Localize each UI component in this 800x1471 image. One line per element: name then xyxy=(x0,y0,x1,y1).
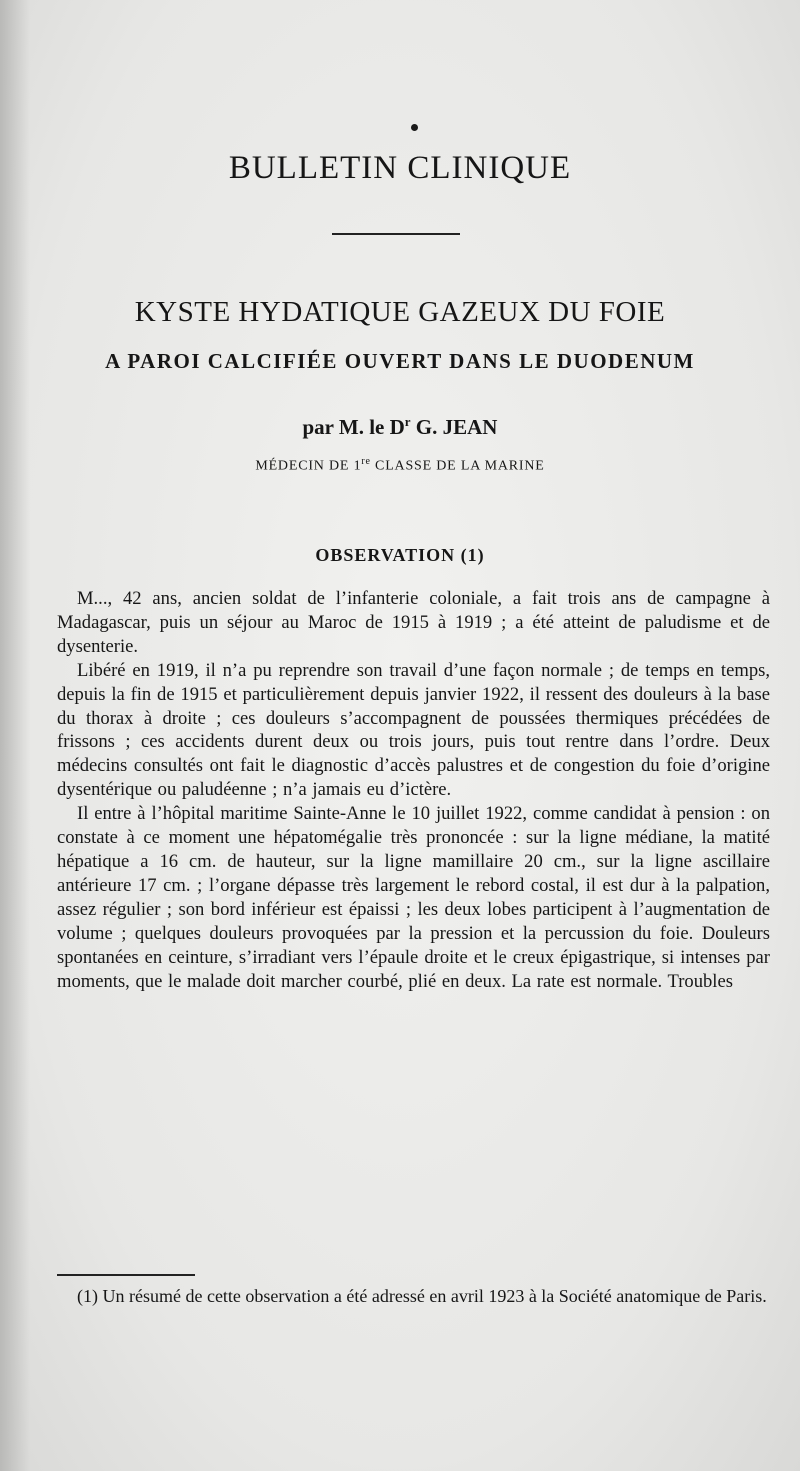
body-paragraph: Il entre à l’hôpital maritime Sainte-Anne le 10 juillet 1922, comme candidat à pension : on constate à ce moment une hépatomégalie très prononcée : sur la ligne médiane, la matité hépatique a 16 cm. de hauteur, sur la ligne mamillaire 20 cm., sur la ligne ascillaire antérieure 17 cm. ; l’organe dépasse très largement le rebord costal, il est dur à la palpation, assez régulier ; son bord inférieur est épaissi ; les deux lobes participent à l’augmentation de volume ; quelques douleurs provoquées par la pression et la percussion du foie. Douleurs spontanées en ceinture, s’irradiant vers l’épaule droite et le creux épigastrique, si intenses par moments, que le malade doit marcher courbé, plié en deux. La rate est normale. Troubles xyxy=(57,803,770,992)
footnote-divider xyxy=(57,1274,195,1276)
ink-dot-mark xyxy=(411,124,418,131)
footnote: (1) Un résumé de cette observation a été adressé en avril 1923 à la Société anatomique de Paris. xyxy=(77,1286,767,1306)
byline xyxy=(0,414,800,440)
byline-author: G. JEAN xyxy=(410,415,498,439)
body-paragraph: Libéré en 1919, il n’a pu reprendre son travail d’une façon normale ; de temps en temps, depuis la fin de 1915 et particulièrement depuis janvier 1922, il ressent des douleurs à la base du thorax à droite ; ces douleurs s’accompagnent de poussées thermiques précédées de frissons ; ces accidents durent deux ou trois jours, puis tout rentre dans l’ordre. Deux médecins consultés ont fait le diagnostic d’accès palustres et de congestion du foie d’origine dysentérique ou paludéenne ; n’a jamais eu d’ictère. xyxy=(57,659,770,801)
article-title: KYSTE HYDATIQUE GAZEUX DU FOIE xyxy=(134,296,666,328)
author-role xyxy=(0,456,800,475)
body-paragraph: M..., 42 ans, ancien soldat de l’infanterie coloniale, a fait trois ans de campagne à Madagascar, puis un séjour au Maroc de 1915 à 1919 ; a été atteint de paludisme et de dysenterie. xyxy=(57,588,770,657)
body-text xyxy=(57,587,770,993)
title-divider xyxy=(332,233,460,235)
role-suffix: CLASSE DE LA MARINE xyxy=(370,458,545,474)
page-edge-shadow xyxy=(0,0,30,1471)
observation-heading: OBSERVATION (1) xyxy=(315,545,485,565)
section-title: BULLETIN CLINIQUE xyxy=(228,150,572,186)
byline-prefix: par M. le D xyxy=(302,415,405,439)
article-subtitle: A PAROI CALCIFIÉE OUVERT DANS LE DUODENUM xyxy=(105,349,695,373)
role-prefix: MÉDECIN DE 1 xyxy=(255,458,362,474)
byline-sup: r xyxy=(404,414,411,429)
role-sup: re xyxy=(361,456,371,467)
